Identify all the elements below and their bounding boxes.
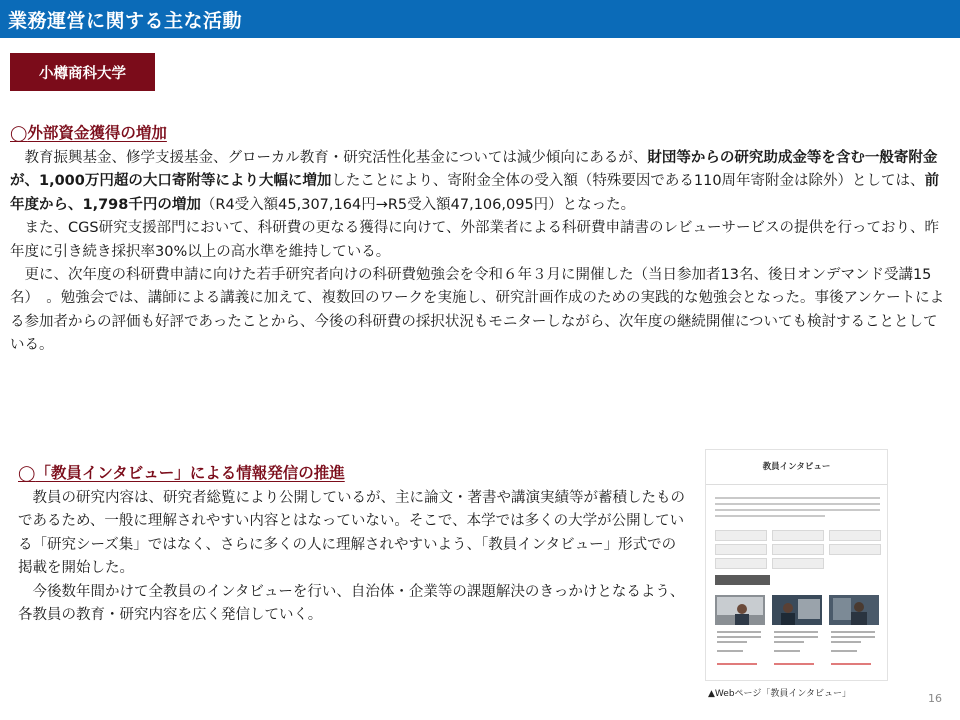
body-text: したことにより、寄附金全体の受入額（特殊要因である110周年寄附金は除外）としては、: [331, 173, 925, 190]
section1-body: [10, 147, 946, 358]
webpage-text-line: [715, 509, 880, 511]
section1-heading: [10, 121, 167, 143]
emphasis-text: 財団等からの研究助成金等を含む一般寄附金が、1,000万円超の大口寄附等により大幅に増加: [10, 150, 938, 190]
section2-paragraph-2: 今後数年間かけて全教員のインタビューを行い、自治体・企業等の課題解決のきっかけとなるよう、各教員の教育・研究内容を広く発信していく。: [18, 583, 685, 624]
interview-photo: [829, 595, 879, 625]
section2-paragraph-1: 教員の研究内容は、研究者総覧により公開しているが、主に論文・著書や講演実績等が蓄積したものであるため、一般に理解されやすい内容とはなっていない。そこで、本学では多くの大学が公開している「研究シーズ集」ではなく、さらに多くの人に理解されやすいよう、「教員インタビュー」形式での掲載を開始した。: [18, 490, 685, 577]
webpage-category-button: [772, 544, 824, 555]
section1-paragraph-1: [10, 147, 946, 217]
webpage-text-line: [715, 503, 880, 505]
emphasis-text: 前年度から、1,798千円の増加: [10, 173, 940, 213]
section1-paragraph-3: 更に、次年度の科研費申請に向けた若手研究者向けの科研費勉強会を令和６年３月に開催した（当日参加者13名、後日オンデマンド受講15名） 。勉強会では、講師による講義に加えて、複数回のワークを実施し、研究計画作成のための実践的な勉強会となった。事後アンケートによる参加者からの評価も好評であったことから、今後の科研費の採択状況もモニターしながら、次年度の継続開催についても検討することとしている。: [10, 267, 945, 354]
section1-heading-mark: ◯: [10, 124, 28, 142]
body-text: 教育振興基金、修学支援基金、グローカル教育・研究活性化基金については減少傾向にあるが、: [24, 150, 648, 166]
webpage-title: 教員インタビュー: [762, 462, 831, 472]
title-bar: [0, 0, 960, 38]
webpage-category-button: [772, 558, 824, 569]
webpage-text-line: [715, 497, 880, 499]
page-number: 16: [928, 692, 942, 705]
webpage-category-button: [715, 544, 767, 555]
webpage-header: [706, 450, 887, 485]
interview-card: [829, 595, 879, 675]
webpage-caption: ▲Webページ「教員インタビュー」: [708, 689, 852, 699]
section2-heading: [18, 461, 345, 483]
section2-heading-mark: ◯: [18, 464, 36, 482]
webpage-section-tab: [715, 575, 770, 585]
section1-heading-text: 外部資金獲得の増加: [27, 124, 167, 142]
section1-paragraph-2: また、CGS研究支援部門において、科研費の更なる獲得に向けて、外部業者による科研費申請書のレビューサービスの提供を行っており、昨年度に引き続き採択率30%以上の高水準を維持している。: [10, 220, 939, 260]
university-badge: 小樽商科大学: [10, 53, 155, 91]
webpage-category-button: [715, 530, 767, 541]
page-title: 業務運営に関する主な活動: [8, 10, 243, 32]
body-text: （R4受入額45,307,164円→R5受入額47,106,095円）となった。: [200, 196, 636, 213]
webpage-category-button: [829, 530, 881, 541]
interview-photo: [772, 595, 822, 625]
webpage-text-line: [715, 515, 825, 517]
interview-card: [772, 595, 822, 675]
section2-body: [18, 487, 690, 627]
webpage-category-button: [772, 530, 824, 541]
interview-photo: [715, 595, 765, 625]
webpage-screenshot: [705, 449, 888, 681]
webpage-category-button: [829, 544, 881, 555]
interview-card: [715, 595, 765, 675]
webpage-category-button: [715, 558, 767, 569]
section2-heading-text: 「教員インタビュー」による情報発信の推進: [35, 464, 345, 482]
